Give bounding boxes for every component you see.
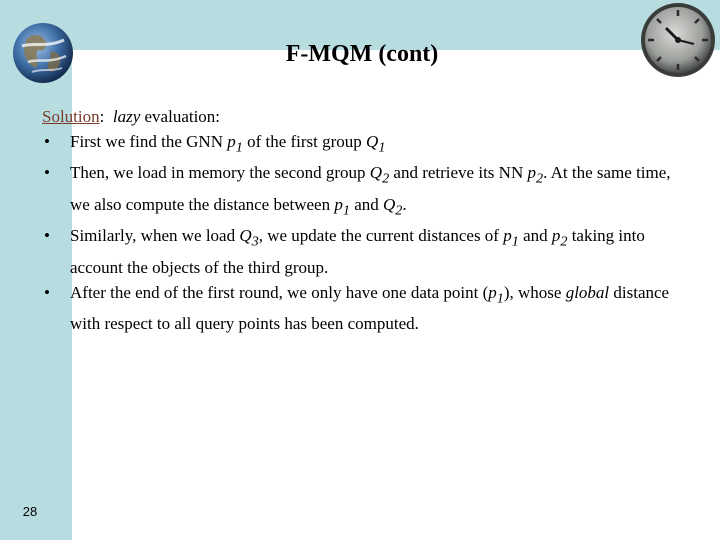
global-emphasis: global — [565, 282, 610, 302]
bullet-dot: • — [44, 282, 50, 302]
bullet-item: • After the end of the first round, we only have one data point $(p_1)$, whose global distance with respect to all query points has been computed. — [42, 280, 692, 336]
solution-label: Solution — [42, 107, 100, 126]
bullet-item: • Then, we load in memory the second group $Q_2$ and retrieve its NN $p_2$. At the same time, we also compute the distance between $p_1$ and $Q_2$. — [42, 160, 692, 223]
intro-line: Solution: lazy evaluation: — [42, 107, 221, 126]
page-title: F-MQM (cont) — [285, 41, 439, 67]
globe-icon — [12, 22, 74, 84]
slide-number: 28 — [22, 504, 38, 519]
bullet-list — [42, 129, 692, 336]
lazy-emphasis: lazy — [112, 107, 141, 126]
bullet-item: • Similarly, when we load $Q_3$, we update the current distances of $p_1$ and $p_2$ taking into account the objects of the third group. — [42, 223, 692, 279]
bullet-dot: • — [44, 132, 50, 151]
bullet-dot: • — [44, 163, 50, 183]
bullet-dot: • — [44, 226, 50, 246]
bullet-item: • First we find the GNN $p_1$ of the first group $Q_1$ — [42, 129, 692, 160]
slide-body — [42, 104, 692, 336]
